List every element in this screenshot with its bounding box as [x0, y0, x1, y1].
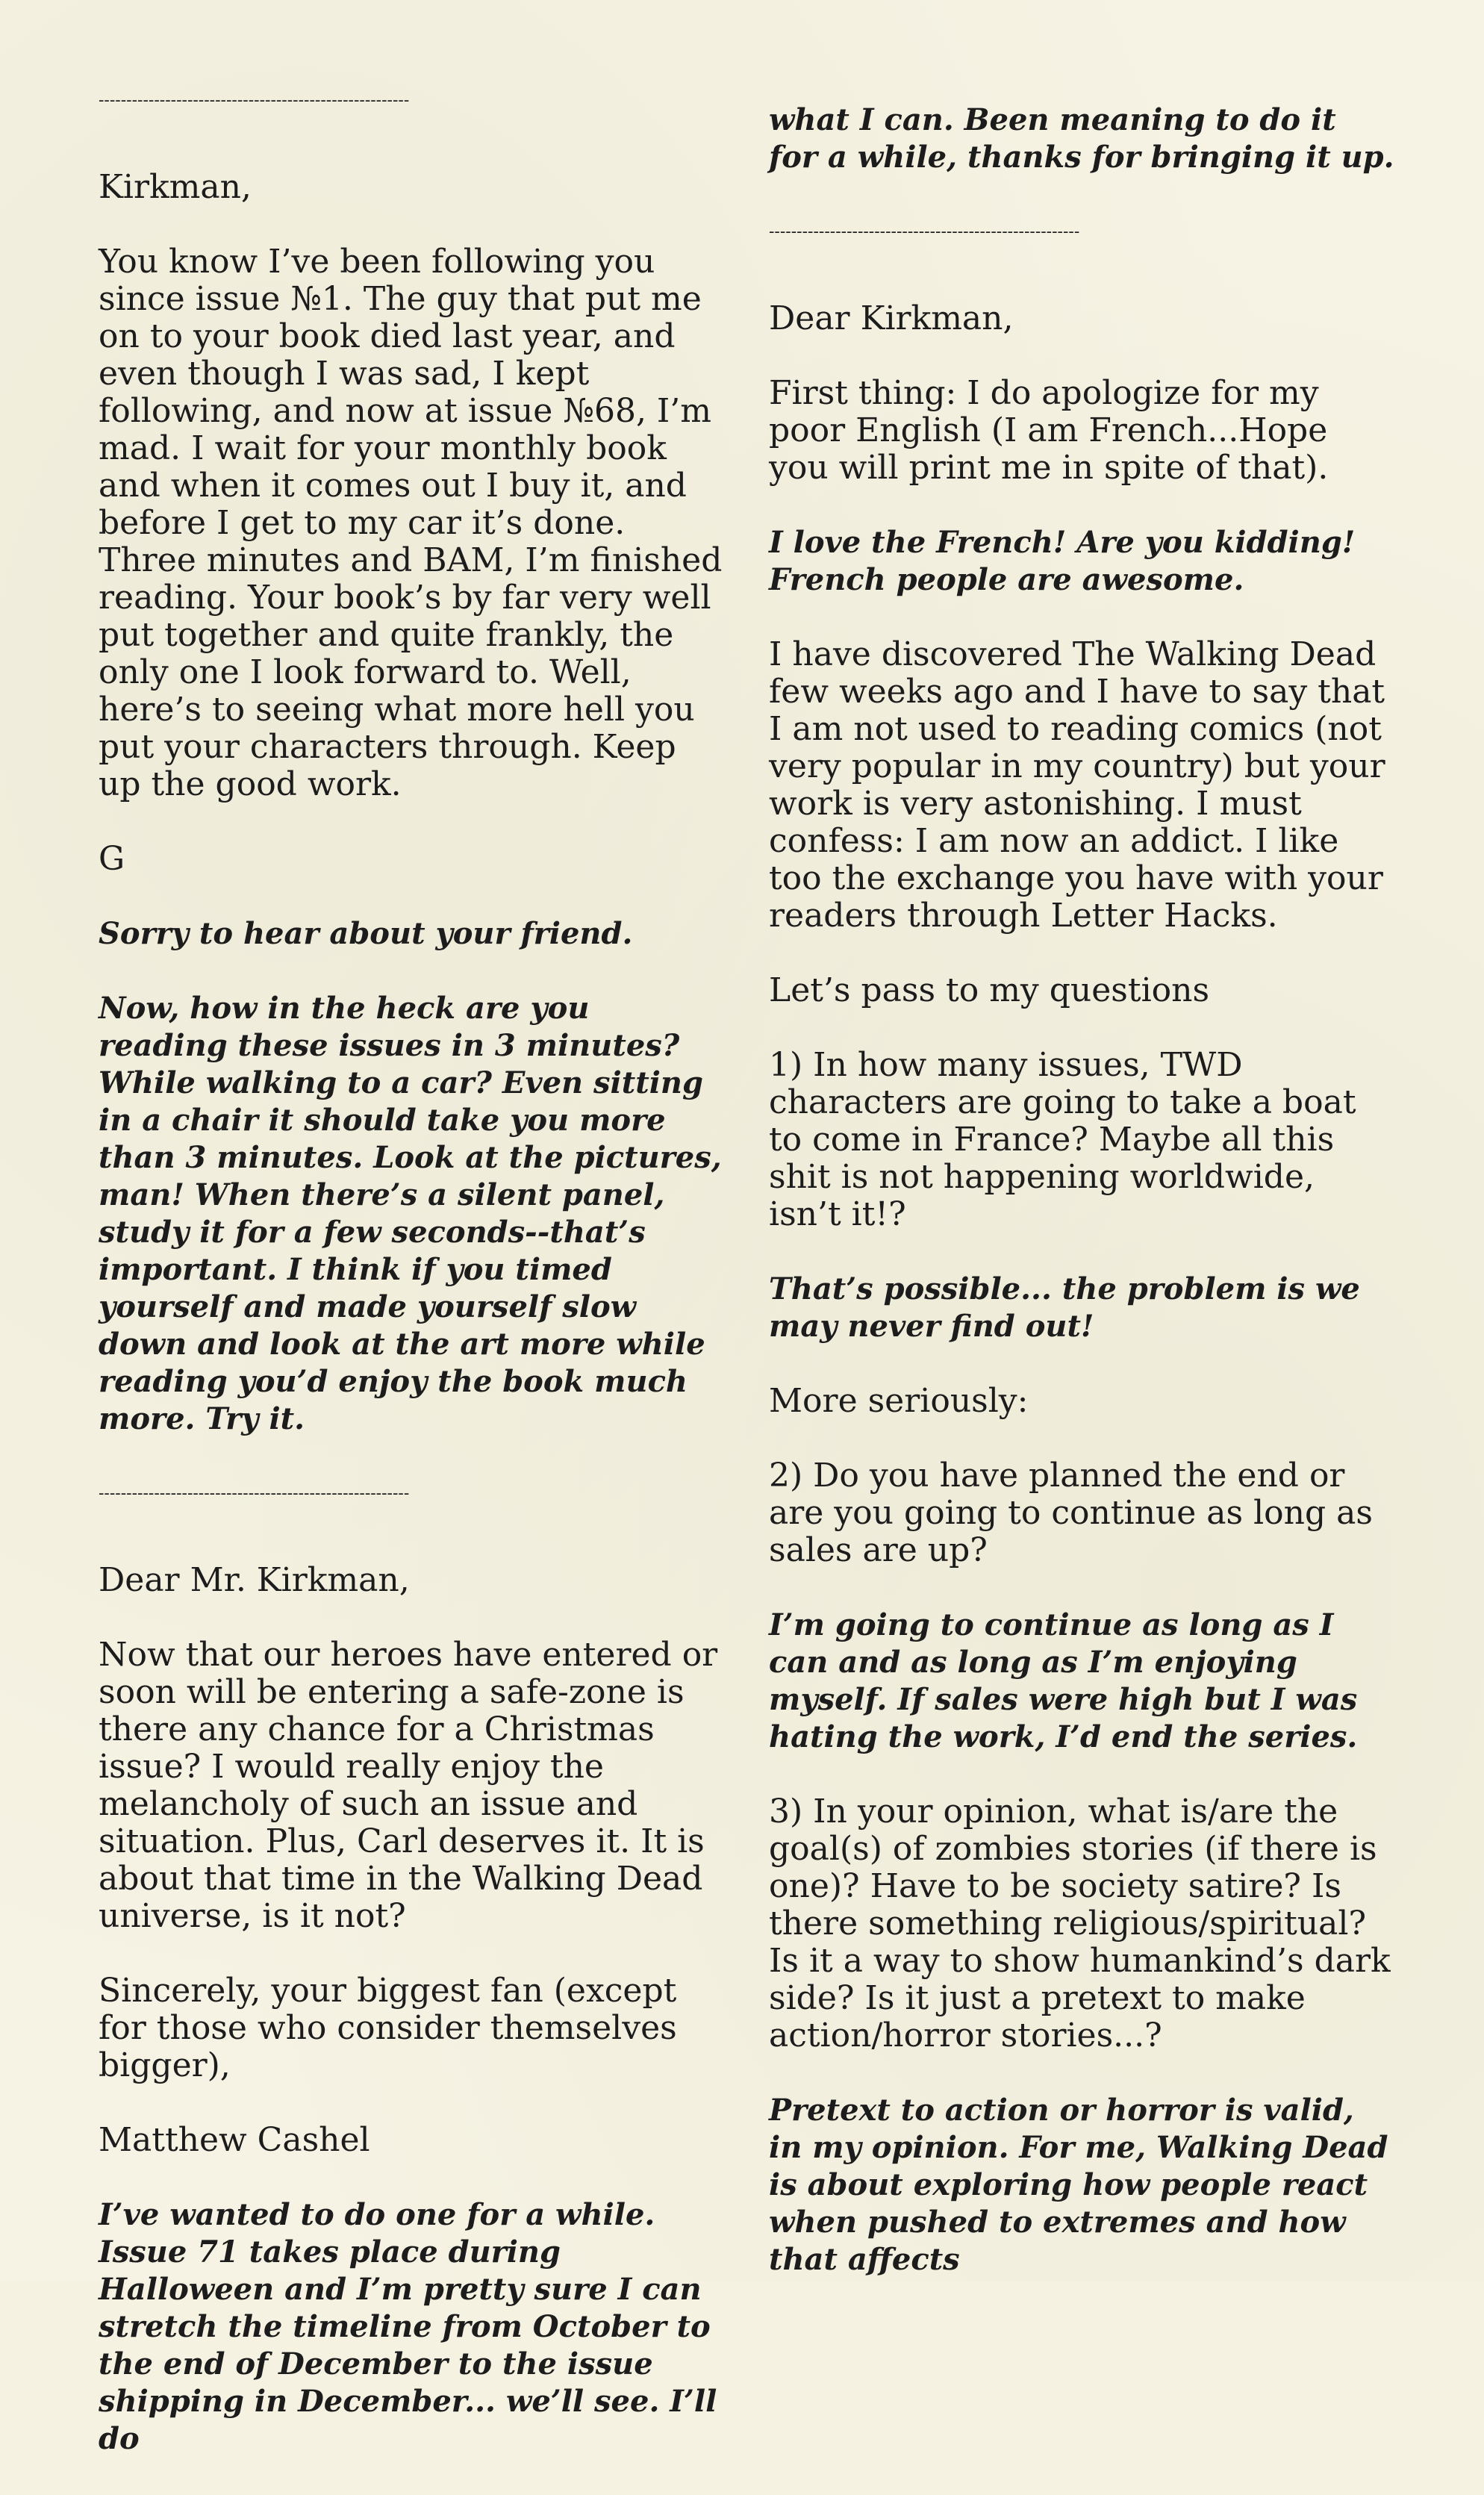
letter-body: First thing: I do apologize for my poor English (I am French...Hope you will print me in spite of that). [769, 374, 1329, 487]
letter-body: Now that our heroes have entered or soon will be entering a safe-zone is there any chance for a Christmas issue? I would really enjoy the melancholy of such an issue and situation. Plus, Carl deserves it. It is about that time in the Walking Dead universe, is it not? [99, 1636, 718, 1935]
letter-body: Let’s pass to my questions [769, 971, 1210, 1009]
editor-reply: I’m going to continue as long as I can and as long as I’m enjoying myself. If sales were high but I was hating the work, I’d end the series. [769, 1607, 1358, 1754]
letter-salutation: Dear Kirkman, [769, 299, 1014, 337]
letter-body: I have discovered The Walking Dead few weeks ago and I have to say that I am not used to reading comics (not very popular in my country) but your work is very astonishing. I must confess: I am now an addict. I like too the exchange you have with your readers through Letter Hacks. [769, 635, 1385, 935]
letter-question: 1) In how many issues, TWD characters are going to take a boat to come in France? Maybe all this shit is not happening worldwide, isn’t it!? [769, 1046, 1356, 1233]
letter-body: You know I’ve been following you since issue №1. The guy that put me on to your book died last year, and even though I was sad, I kept following, and now at issue №68, I’m mad. I wait for your monthly book and when it comes out I buy it, and before I get to my car it’s done. Three minutes and BAM, I’m finished reading. Your book’s by far very well put together and quite frankly, the only one I look forward to. Well, here’s to seeing what more hell you put your characters through. Keep up the good work. [99, 243, 723, 803]
letter-closing: Sincerely, your biggest fan (except for those who consider themselves bigger), [99, 1972, 677, 2084]
letter-question: 2) Do you have planned the end or are you going to continue as long as sales are up? [769, 1457, 1373, 1569]
editor-reply: I love the French! Are you kidding! French people are awesome. [769, 525, 1356, 597]
letter-question: 3) In your opinion, what is/are the goal(s) of zombies stories (if there is one)? Have to be society satire? Is there something religious/spiritual? Is it a way to show humankind’s dark side? Is it just a pretext to make action/horror stories...? [769, 1792, 1391, 2055]
letter-signature: Matthew Cashel [99, 2121, 370, 2159]
letter-divider: -------------------------------------------------------- [769, 222, 1080, 241]
editor-reply: Pretext to action or horror is valid, in my opinion. For me, Walking Dead is about exploring how people react when pushed to extremes and how that affects [769, 2093, 1388, 2277]
editor-reply-continued: what I can. Been meaning to do it for a while, thanks for bringing it up. [769, 102, 1394, 175]
letter-salutation: Kirkman, [99, 168, 252, 206]
letter-divider: -------------------------------------------------------- [99, 91, 410, 110]
editor-reply: Sorry to hear about your friend. [99, 916, 633, 951]
left-column [99, 82, 724, 2495]
letter-salutation: Dear Mr. Kirkman, [99, 1561, 410, 1599]
editor-reply: That’s possible... the problem is we may never find out! [769, 1271, 1360, 1344]
letter-signature: G [99, 840, 125, 878]
right-column [769, 102, 1394, 2316]
editor-reply: Now, how in the heck are you reading these issues in 3 minutes? While walking to a car? Even sitting in a chair it should take you more than 3 minutes. Look at the pictures, man! When there’s a silent panel, study it for a few seconds--that’s important. I think if you timed yourself and made yourself slow down and look at the art more while reading you’d enjoy the book much more. Try it. [99, 991, 722, 1436]
editor-reply: I’ve wanted to do one for a while. Issue 71 takes place during Halloween and I’m pretty sure I can stretch the timeline from October to the end of December to the issue shipping in December... we’ll see. I’ll do [99, 2197, 717, 2456]
letter-divider: -------------------------------------------------------- [99, 1484, 410, 1503]
letter-body: More seriously: [769, 1382, 1029, 1420]
